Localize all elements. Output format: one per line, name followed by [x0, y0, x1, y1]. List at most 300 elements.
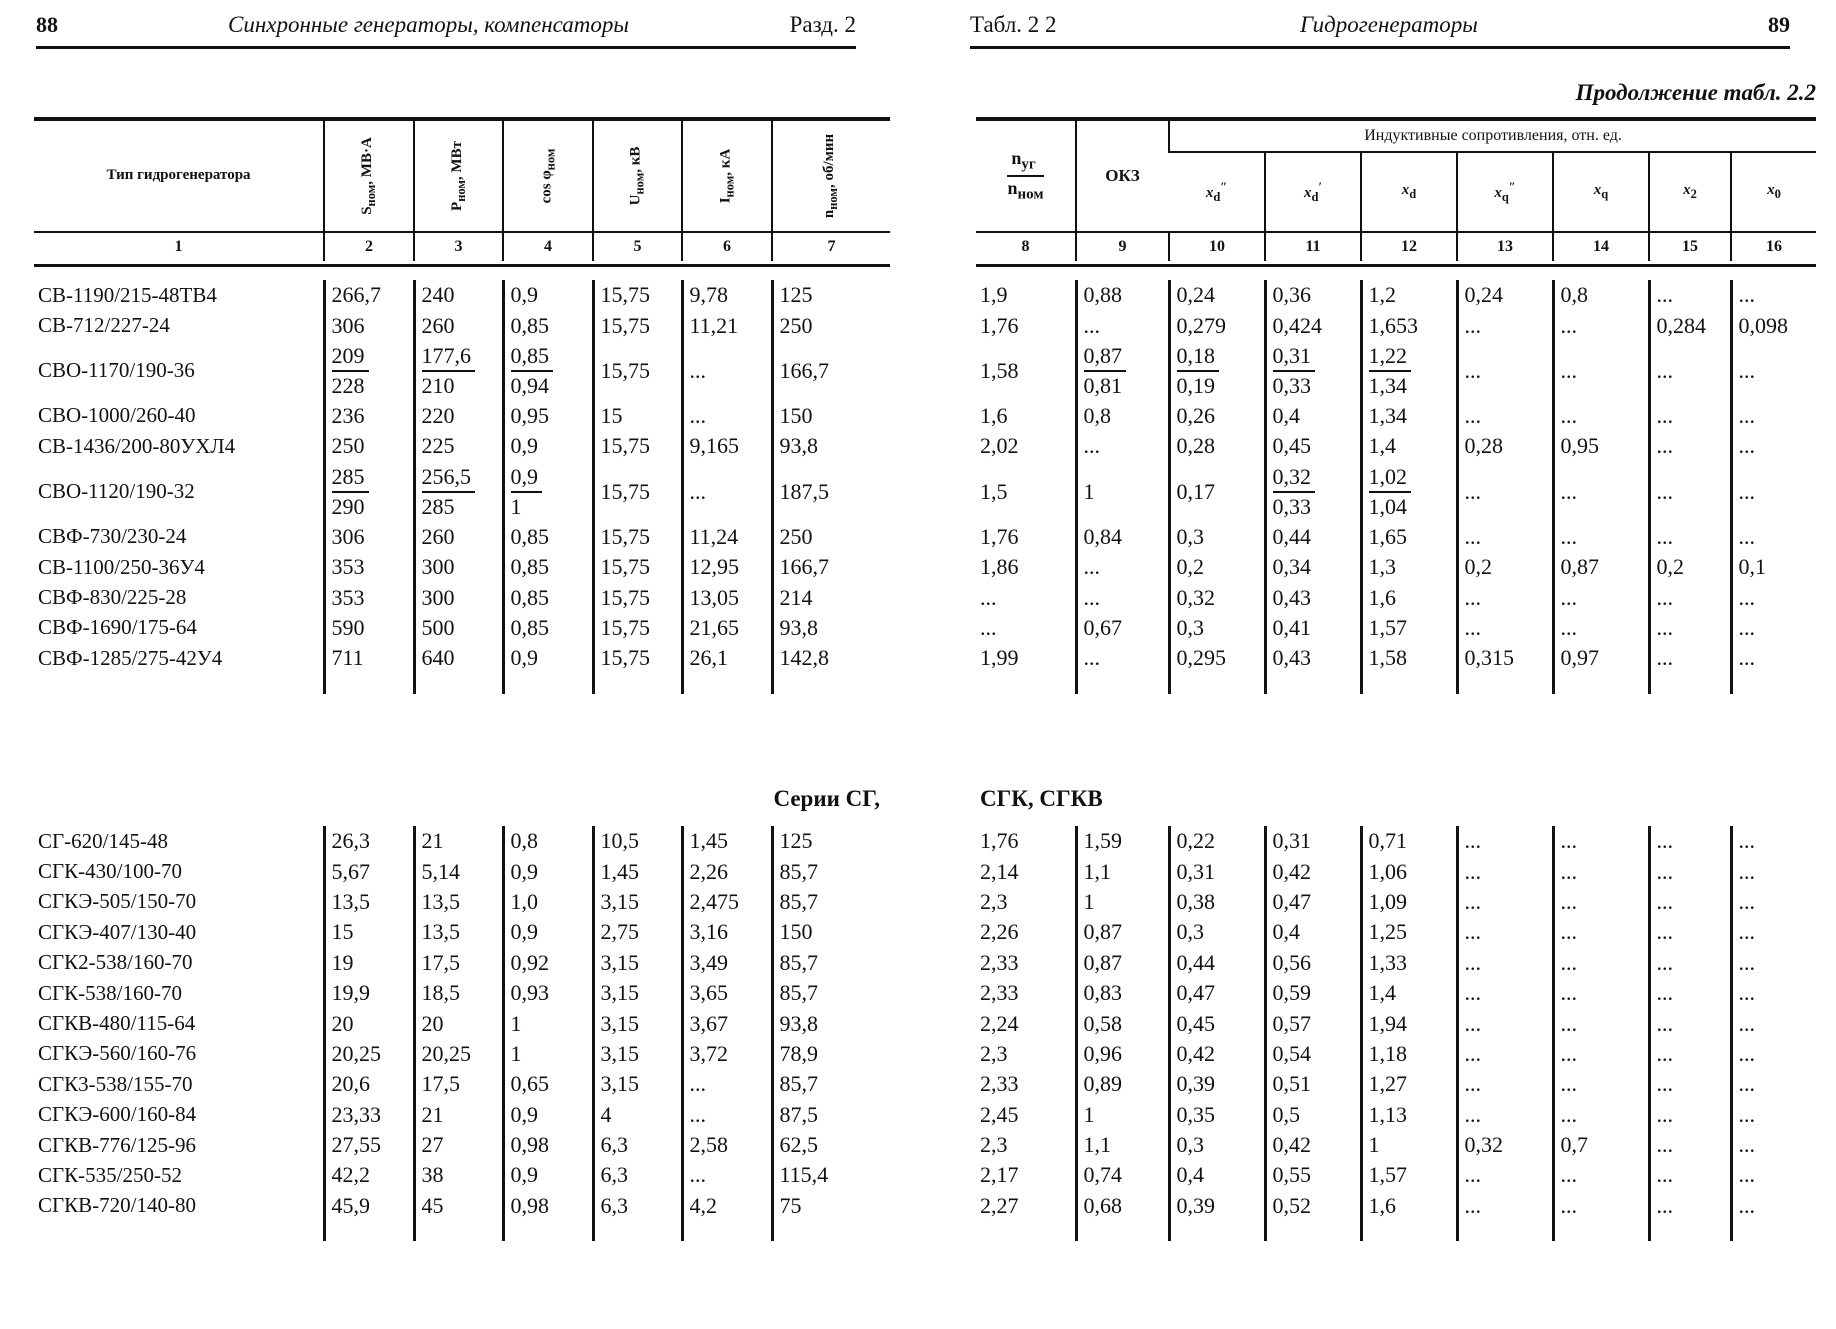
- xq-cell: ...: [1553, 1191, 1649, 1221]
- xd-cell: 1,4: [1361, 978, 1457, 1008]
- xq-cell: 0,7: [1553, 1130, 1649, 1160]
- xq-cell: 0,8: [1553, 280, 1649, 310]
- generator-type-cell: СГКВ-720/140-80: [38, 1193, 196, 1218]
- cos-phi-cell: 0,9: [503, 643, 593, 673]
- n-ratio-cell: 1,76: [980, 828, 1019, 854]
- xd1-cell: 0,56: [1265, 948, 1361, 978]
- u-nom-cell: 15,75: [593, 431, 682, 461]
- okz-cell: 1,1: [1076, 856, 1169, 886]
- x0-cell: 0,098: [1731, 310, 1816, 340]
- col-header-p-nom: $P_{ном}$, МВт: [414, 120, 503, 232]
- xq-cell: ...: [1553, 522, 1649, 552]
- col-header-xd: $x_d$: [1361, 152, 1457, 232]
- xd1-cell: 0,47: [1265, 887, 1361, 917]
- series-label-left: Серии СГ,: [773, 786, 880, 811]
- i-nom-cell: 3,65: [682, 978, 772, 1008]
- n-ratio-cell: 2,3: [980, 1132, 1008, 1158]
- cos-phi-cell: 0,9: [503, 1100, 593, 1130]
- table-row: [34, 856, 890, 886]
- xd1-cell: 0,51: [1265, 1069, 1361, 1099]
- table-row: [34, 1008, 890, 1038]
- s-nom-cell: 20,6: [324, 1069, 414, 1099]
- generator-type-cell: СВО-1170/190-36: [38, 358, 195, 383]
- i-nom-cell: 11,24: [682, 522, 772, 552]
- xq2-cell: ...: [1457, 1191, 1553, 1221]
- col-num: 16: [1731, 232, 1816, 261]
- right-running-title: Гидрогенераторы: [1300, 12, 1478, 37]
- xq2-cell: ...: [1457, 1039, 1553, 1069]
- x2-cell: ...: [1649, 462, 1731, 522]
- table-row: [976, 856, 1816, 886]
- n-ratio-cell: 1,99: [980, 645, 1019, 671]
- fraction-top: 0,18: [1177, 342, 1220, 372]
- x2-cell: ...: [1649, 1008, 1731, 1038]
- p-nom-cell: 300: [414, 582, 503, 612]
- x0-cell: ...: [1731, 856, 1816, 886]
- xq2-cell: ...: [1457, 401, 1553, 431]
- x2-cell: ...: [1649, 522, 1731, 552]
- xd-cell: 1,57: [1361, 1160, 1457, 1190]
- table-row: [976, 341, 1816, 401]
- x0-cell: ...: [1731, 978, 1816, 1008]
- table-row: [34, 280, 890, 310]
- i-nom-cell: 9,165: [682, 431, 772, 461]
- xd2-cell: 0,45: [1169, 1008, 1265, 1038]
- xq2-cell: ...: [1457, 887, 1553, 917]
- col-header-n-ratio: $\frac{n_{уг}}{n_{ном}}$: [1007, 148, 1044, 203]
- col-num: 8: [976, 232, 1076, 261]
- table-row: [976, 310, 1816, 340]
- n-nom-cell: 85,7: [772, 948, 890, 978]
- x2-cell: ...: [1649, 917, 1731, 947]
- xd-cell: 1,3: [1361, 552, 1457, 582]
- xd-cell: 1,6: [1361, 582, 1457, 612]
- table-row: [34, 1069, 890, 1099]
- okz-cell: 0,87: [1076, 948, 1169, 978]
- xq2-cell: 0,28: [1457, 431, 1553, 461]
- okz-cell: 0,84: [1076, 522, 1169, 552]
- table-row: [976, 401, 1816, 431]
- xq2-cell: 0,2: [1457, 552, 1553, 582]
- xq2-cell: ...: [1457, 462, 1553, 522]
- table-row: [976, 613, 1816, 643]
- table-row: [34, 462, 890, 522]
- table-row: [976, 1100, 1816, 1130]
- okz-cell: 0,87: [1076, 917, 1169, 947]
- x0-cell: ...: [1731, 341, 1816, 401]
- okz-cell: 0,68: [1076, 1191, 1169, 1221]
- xq2-cell: ...: [1457, 917, 1553, 947]
- xd2-cell: 0,26: [1169, 401, 1265, 431]
- s-nom-cell: 266,7: [324, 280, 414, 310]
- xq-cell: ...: [1553, 1069, 1649, 1099]
- xd2-cell: 0,17: [1169, 462, 1265, 522]
- xd2-cell: 0,22: [1169, 826, 1265, 856]
- col-num: 2: [324, 232, 414, 261]
- xd1-cell: 0,4: [1265, 917, 1361, 947]
- xq-cell: ...: [1553, 917, 1649, 947]
- n-ratio-cell: 2,33: [980, 1071, 1019, 1097]
- n-nom-cell: 93,8: [772, 1008, 890, 1038]
- generator-type-cell: СВ-712/227-24: [38, 313, 170, 338]
- u-nom-cell: 3,15: [593, 1069, 682, 1099]
- xd1-cell: 0,43: [1265, 643, 1361, 673]
- table-row: [976, 522, 1816, 552]
- i-nom-cell: 3,49: [682, 948, 772, 978]
- col-header-xq2: $x_q''$: [1457, 152, 1553, 232]
- x2-cell: ...: [1649, 401, 1731, 431]
- s-nom-cell: 45,9: [324, 1191, 414, 1221]
- i-nom-cell: ...: [682, 341, 772, 401]
- s-nom-cell: [324, 341, 414, 401]
- s-nom-cell: 26,3: [324, 826, 414, 856]
- xq-cell: 0,97: [1553, 643, 1649, 673]
- xd-cell: 1,27: [1361, 1069, 1457, 1099]
- left-page-number: 88: [36, 12, 58, 37]
- xq2-cell: 0,24: [1457, 280, 1553, 310]
- left-header-bottom-rule: [34, 264, 890, 267]
- col-header-s-nom: $S_{ном}$, МВ·А: [324, 120, 414, 232]
- i-nom-cell: 13,05: [682, 582, 772, 612]
- x0-cell: ...: [1731, 401, 1816, 431]
- xq2-cell: ...: [1457, 1160, 1553, 1190]
- n-nom-cell: 87,5: [772, 1100, 890, 1130]
- n-nom-cell: 166,7: [772, 552, 890, 582]
- p-nom-cell: 640: [414, 643, 503, 673]
- table-row: [976, 948, 1816, 978]
- fraction-bottom: 0,81: [1083, 372, 1122, 398]
- generator-type-cell: СГКВ-776/125-96: [38, 1132, 196, 1157]
- fraction-top: 1,22: [1369, 342, 1412, 372]
- col-header-n-nom: $n_{ном}$, об/мин: [772, 120, 890, 232]
- n-nom-cell: 250: [772, 310, 890, 340]
- n-ratio-cell: 2,26: [980, 919, 1019, 945]
- okz-cell: ...: [1076, 582, 1169, 612]
- n-ratio-cell: 1,9: [980, 282, 1008, 308]
- x2-cell: ...: [1649, 613, 1731, 643]
- u-nom-cell: 15,75: [593, 310, 682, 340]
- u-nom-cell: 2,75: [593, 917, 682, 947]
- generator-type-cell: СГК-538/160-70: [38, 980, 182, 1005]
- okz-cell: 1: [1076, 462, 1169, 522]
- s-nom-cell: 306: [324, 310, 414, 340]
- xq-cell: ...: [1553, 401, 1649, 431]
- cos-phi-cell: 1,0: [503, 887, 593, 917]
- xd-cell: 1,2: [1361, 280, 1457, 310]
- x0-cell: ...: [1731, 280, 1816, 310]
- p-nom-cell: 38: [414, 1160, 503, 1190]
- fraction-top: 177,6: [422, 342, 476, 372]
- p-nom-cell: 21: [414, 826, 503, 856]
- cos-phi-cell: [503, 462, 593, 522]
- x0-cell: ...: [1731, 1008, 1816, 1038]
- u-nom-cell: 3,15: [593, 1039, 682, 1069]
- cos-phi-cell: 0,92: [503, 948, 593, 978]
- n-ratio-cell: 2,45: [980, 1101, 1019, 1127]
- s-nom-cell: 590: [324, 613, 414, 643]
- x0-cell: ...: [1731, 1130, 1816, 1160]
- generator-type-cell: СВ-1190/215-48ТВ4: [38, 282, 217, 307]
- x2-cell: ...: [1649, 826, 1731, 856]
- left-running-header: [36, 8, 856, 49]
- xq-cell: ...: [1553, 1039, 1649, 1069]
- cos-phi-cell: [503, 341, 593, 401]
- s-nom-cell: 23,33: [324, 1100, 414, 1130]
- s-nom-cell: 353: [324, 552, 414, 582]
- col-num: 4: [503, 232, 593, 261]
- n-ratio-cell: 1,76: [980, 523, 1019, 549]
- left-table-group1: [34, 280, 890, 694]
- xd1-cell: 0,424: [1265, 310, 1361, 340]
- n-nom-cell: 75: [772, 1191, 890, 1221]
- cos-phi-cell: 0,93: [503, 978, 593, 1008]
- okz-cell: ...: [1076, 643, 1169, 673]
- u-nom-cell: 3,15: [593, 1008, 682, 1038]
- i-nom-cell: 2,26: [682, 856, 772, 886]
- fraction-bottom: 290: [331, 493, 365, 519]
- generator-type-cell: СВФ-1690/175-64: [38, 615, 197, 640]
- u-nom-cell: 15,75: [593, 280, 682, 310]
- cos-phi-cell: 1: [503, 1039, 593, 1069]
- xq2-cell: ...: [1457, 341, 1553, 401]
- fraction-bottom: 0,19: [1176, 372, 1215, 398]
- i-nom-cell: 3,67: [682, 1008, 772, 1038]
- col-num: 13: [1457, 232, 1553, 261]
- u-nom-cell: 15,75: [593, 341, 682, 401]
- i-nom-cell: ...: [682, 401, 772, 431]
- right-running-header: [970, 8, 1790, 49]
- col-num: 14: [1553, 232, 1649, 261]
- col-header-x2: $x_2$: [1649, 152, 1731, 232]
- n-nom-cell: 142,8: [772, 643, 890, 673]
- s-nom-cell: 20: [324, 1008, 414, 1038]
- generator-type-cell: СГКЭ-600/160-84: [38, 1102, 197, 1127]
- i-nom-cell: 2,58: [682, 1130, 772, 1160]
- left-page: [0, 0, 900, 1329]
- i-nom-cell: 26,1: [682, 643, 772, 673]
- n-ratio-cell: 2,3: [980, 1040, 1008, 1066]
- col-num: 15: [1649, 232, 1731, 261]
- col-num: 10: [1169, 232, 1265, 261]
- xd-cell: 1,653: [1361, 310, 1457, 340]
- xq2-cell: ...: [1457, 856, 1553, 886]
- okz-cell: 0,83: [1076, 978, 1169, 1008]
- table-row: [34, 1039, 890, 1069]
- okz-cell: 0,88: [1076, 280, 1169, 310]
- p-nom-cell: 17,5: [414, 948, 503, 978]
- left-table-header: [34, 120, 890, 261]
- xq2-cell: ...: [1457, 826, 1553, 856]
- xd1-cell: 0,57: [1265, 1008, 1361, 1038]
- xq-cell: ...: [1553, 1100, 1649, 1130]
- xq2-cell: ...: [1457, 582, 1553, 612]
- xd1-cell: 0,5: [1265, 1100, 1361, 1130]
- xq2-cell: ...: [1457, 978, 1553, 1008]
- fraction-bottom: 0,94: [510, 372, 549, 398]
- xd1-cell: [1265, 341, 1361, 401]
- p-nom-cell: 27: [414, 1130, 503, 1160]
- table-row: [34, 613, 890, 643]
- generator-type-cell: СГ-620/145-48: [38, 828, 168, 853]
- left-running-title: Синхронные генераторы, компенсаторы: [228, 12, 629, 37]
- xd-cell: 1,33: [1361, 948, 1457, 978]
- p-nom-cell: 13,5: [414, 917, 503, 947]
- n-nom-cell: 85,7: [772, 887, 890, 917]
- x0-cell: ...: [1731, 917, 1816, 947]
- table-row: [976, 431, 1816, 461]
- table-row: [976, 643, 1816, 673]
- cos-phi-cell: 0,85: [503, 522, 593, 552]
- okz-cell: 1,59: [1076, 826, 1169, 856]
- table-row: [34, 552, 890, 582]
- xq-cell: ...: [1553, 462, 1649, 522]
- table-ref: Табл. 2 2: [970, 12, 1057, 37]
- table-row: [34, 1100, 890, 1130]
- table-row: [34, 401, 890, 431]
- s-nom-cell: 250: [324, 431, 414, 461]
- cos-phi-cell: 0,8: [503, 826, 593, 856]
- cos-phi-cell: 0,9: [503, 856, 593, 886]
- u-nom-cell: 15,75: [593, 613, 682, 643]
- x0-cell: ...: [1731, 643, 1816, 673]
- n-nom-cell: 85,7: [772, 856, 890, 886]
- u-nom-cell: 6,3: [593, 1160, 682, 1190]
- n-nom-cell: 125: [772, 826, 890, 856]
- x0-cell: ...: [1731, 582, 1816, 612]
- s-nom-cell: 19,9: [324, 978, 414, 1008]
- xd-cell: 1,4: [1361, 431, 1457, 461]
- table-row: [34, 310, 890, 340]
- xd2-cell: 0,24: [1169, 280, 1265, 310]
- xd2-cell: 0,39: [1169, 1191, 1265, 1221]
- xq-cell: ...: [1553, 856, 1649, 886]
- i-nom-cell: 3,16: [682, 917, 772, 947]
- xd-cell: 1,94: [1361, 1008, 1457, 1038]
- xd2-cell: 0,44: [1169, 948, 1265, 978]
- n-ratio-cell: 2,33: [980, 980, 1019, 1006]
- x2-cell: ...: [1649, 1191, 1731, 1221]
- fraction-bottom: 0,33: [1272, 372, 1311, 398]
- s-nom-cell: 15: [324, 917, 414, 947]
- generator-type-cell: СГКЭ-505/150-70: [38, 889, 197, 914]
- xd2-cell: 0,295: [1169, 643, 1265, 673]
- xd-cell: 1,18: [1361, 1039, 1457, 1069]
- xd1-cell: 0,36: [1265, 280, 1361, 310]
- n-nom-cell: 250: [772, 522, 890, 552]
- p-nom-cell: 5,14: [414, 856, 503, 886]
- x0-cell: ...: [1731, 462, 1816, 522]
- cos-phi-cell: 0,85: [503, 310, 593, 340]
- n-ratio-cell: ...: [980, 584, 997, 610]
- col-num: 7: [772, 232, 890, 261]
- xd2-cell: 0,47: [1169, 978, 1265, 1008]
- p-nom-cell: 500: [414, 613, 503, 643]
- i-nom-cell: ...: [682, 1069, 772, 1099]
- n-ratio-cell: 1,5: [980, 478, 1008, 504]
- xq-cell: ...: [1553, 1160, 1649, 1190]
- xd2-cell: 0,3: [1169, 613, 1265, 643]
- n-ratio-cell: 1,6: [980, 402, 1008, 428]
- xq-cell: 0,95: [1553, 431, 1649, 461]
- generator-type-cell: СВФ-830/225-28: [38, 585, 187, 610]
- xd-cell: 1,09: [1361, 887, 1457, 917]
- xd1-cell: 0,4: [1265, 401, 1361, 431]
- table-row: [34, 643, 890, 673]
- col-header-u-nom: $U_{ном}$, кВ: [593, 120, 682, 232]
- x2-cell: 0,2: [1649, 552, 1731, 582]
- col-num: 1: [34, 232, 324, 261]
- fraction-bottom: 1: [510, 493, 522, 519]
- x0-cell: ...: [1731, 1191, 1816, 1221]
- p-nom-cell: 220: [414, 401, 503, 431]
- xd2-cell: 0,2: [1169, 552, 1265, 582]
- xd1-cell: 0,44: [1265, 522, 1361, 552]
- p-nom-cell: 260: [414, 522, 503, 552]
- series-label-right: СГК, СГКВ: [980, 786, 1103, 811]
- xd-cell: 1,25: [1361, 917, 1457, 947]
- u-nom-cell: 15: [593, 401, 682, 431]
- s-nom-cell: 42,2: [324, 1160, 414, 1190]
- n-nom-cell: 85,7: [772, 978, 890, 1008]
- table-row: [976, 978, 1816, 1008]
- x2-cell: ...: [1649, 1130, 1731, 1160]
- s-nom-cell: [324, 462, 414, 522]
- p-nom-cell: 300: [414, 552, 503, 582]
- table-row: [34, 826, 890, 856]
- cos-phi-cell: 0,9: [503, 917, 593, 947]
- cos-phi-cell: 0,98: [503, 1191, 593, 1221]
- col-num: 11: [1265, 232, 1361, 261]
- s-nom-cell: 13,5: [324, 887, 414, 917]
- u-nom-cell: 15,75: [593, 462, 682, 522]
- col-num: 6: [682, 232, 772, 261]
- x2-cell: ...: [1649, 1069, 1731, 1099]
- n-nom-cell: 93,8: [772, 613, 890, 643]
- table-row: [34, 431, 890, 461]
- u-nom-cell: 6,3: [593, 1191, 682, 1221]
- right-page: [970, 0, 1836, 1329]
- x2-cell: ...: [1649, 643, 1731, 673]
- table-row: [34, 341, 890, 401]
- x0-cell: ...: [1731, 431, 1816, 461]
- n-nom-cell: 187,5: [772, 462, 890, 522]
- xq-cell: 0,87: [1553, 552, 1649, 582]
- right-table-group1: [976, 280, 1816, 694]
- xd-cell: 1,6: [1361, 1191, 1457, 1221]
- x2-cell: ...: [1649, 948, 1731, 978]
- n-nom-cell: 214: [772, 582, 890, 612]
- table-row: [34, 522, 890, 552]
- generator-type-cell: СГК-535/250-52: [38, 1162, 182, 1187]
- i-nom-cell: ...: [682, 1160, 772, 1190]
- x0-cell: ...: [1731, 948, 1816, 978]
- table-row: [34, 1130, 890, 1160]
- p-nom-cell: 20,25: [414, 1039, 503, 1069]
- fraction-bottom: 210: [421, 372, 455, 398]
- x0-cell: ...: [1731, 1160, 1816, 1190]
- u-nom-cell: 3,15: [593, 948, 682, 978]
- x0-cell: ...: [1731, 826, 1816, 856]
- fraction-bottom: 0,33: [1272, 493, 1311, 519]
- right-table-header: [976, 120, 1816, 261]
- col-num: 9: [1076, 232, 1169, 261]
- u-nom-cell: 15,75: [593, 552, 682, 582]
- col-header-x0: $x_0$: [1731, 152, 1816, 232]
- inductive-resistance-group-header: Индуктивные сопротивления, отн. ед.: [1169, 120, 1816, 152]
- right-header-bottom-rule: [976, 264, 1816, 267]
- xq-cell: ...: [1553, 582, 1649, 612]
- i-nom-cell: ...: [682, 1100, 772, 1130]
